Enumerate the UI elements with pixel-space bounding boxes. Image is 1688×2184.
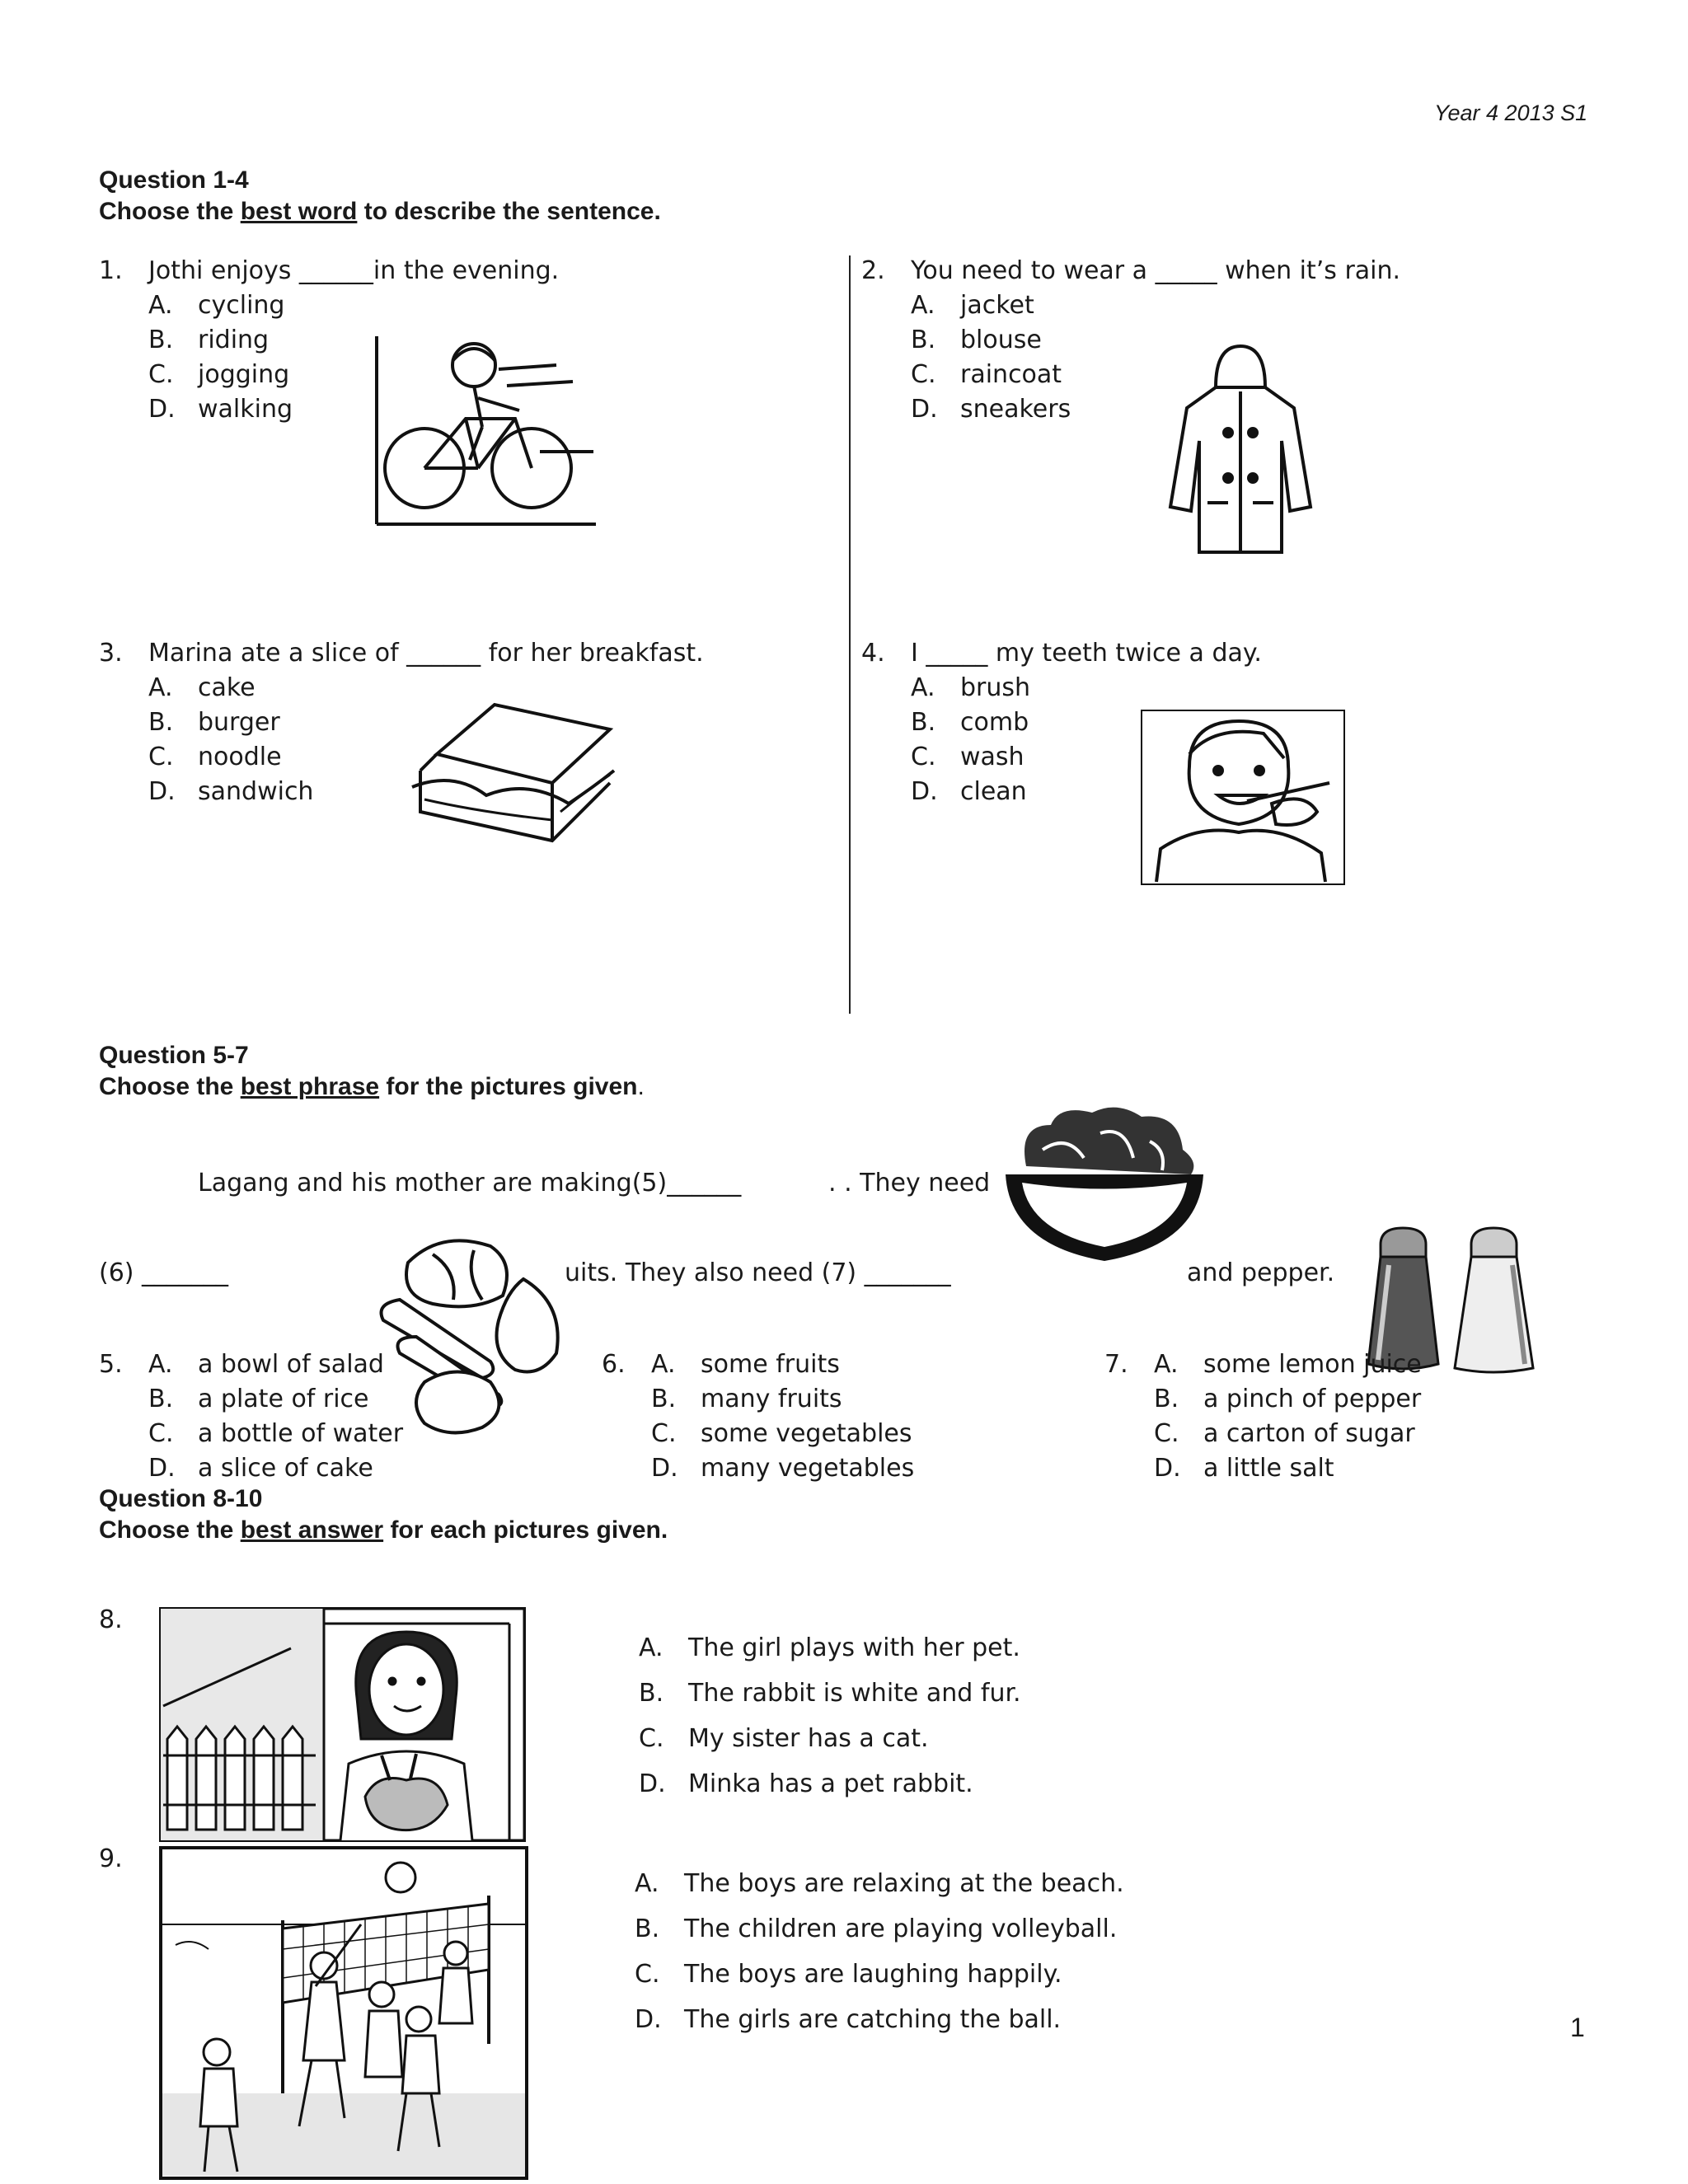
option-text: walking — [198, 395, 293, 424]
option-letter: C. — [651, 1419, 677, 1448]
option-text: some vegetables — [701, 1419, 912, 1448]
page-number: 1 — [1570, 2013, 1585, 2042]
option-letter: B. — [1154, 1385, 1179, 1413]
question-6 — [602, 1347, 915, 1486]
section-3-heading — [99, 1483, 668, 1546]
option-text: wash — [960, 743, 1025, 771]
instruction-text: Choose the — [99, 1073, 241, 1100]
raincoat-illustration — [1166, 342, 1315, 560]
option-text: cycling — [198, 291, 285, 320]
option-text: a slice of cake — [198, 1454, 373, 1483]
instruction-text: Choose the — [99, 1516, 241, 1544]
question-number: 6. — [602, 1350, 626, 1379]
option-text: some lemon juice — [1203, 1350, 1422, 1379]
option-letter: D. — [911, 395, 938, 424]
option-letter: B. — [639, 1679, 664, 1708]
option-letter: C. — [635, 1960, 660, 1989]
option-text: many fruits — [701, 1385, 842, 1413]
option-letter: C. — [148, 743, 174, 771]
option-letter: A. — [148, 1350, 173, 1379]
option-text: jacket — [960, 291, 1034, 320]
instruction-emphasis: best answer — [240, 1516, 384, 1544]
question-text: Jothi enjoys ______in the evening. — [148, 256, 560, 285]
option-letter: B. — [148, 1385, 174, 1413]
option-a[interactable] — [148, 288, 824, 323]
question-7 — [1104, 1347, 1422, 1486]
instruction-text: for each pictures given. — [383, 1516, 668, 1544]
option-text: The rabbit is white and fur. — [688, 1679, 1021, 1708]
option-text: riding — [198, 326, 270, 354]
page-header-label: Year 4 2013 S1 — [1434, 101, 1588, 125]
option-letter: B. — [911, 708, 936, 737]
section-2-instruction — [99, 1071, 645, 1103]
option-text: a bottle of water — [198, 1419, 404, 1448]
option-letter: D. — [911, 777, 938, 806]
vegetables-illustration — [375, 1230, 573, 1436]
girl-with-rabbit-illustration — [159, 1607, 526, 1842]
option-text: a pinch of pepper — [1203, 1385, 1422, 1413]
option-text: The children are playing volleyball. — [684, 1915, 1118, 1943]
instruction-emphasis: best word — [240, 198, 358, 225]
section-2-title: Question 5-7 — [99, 1042, 249, 1069]
option-letter: A. — [1154, 1350, 1179, 1379]
option-letter: A. — [148, 291, 173, 320]
option-letter: C. — [639, 1724, 664, 1753]
passage-line-2-end: and pepper. — [1187, 1258, 1335, 1287]
question-number: 5. — [99, 1350, 123, 1379]
option-text: cake — [198, 673, 256, 702]
question-text: I _____ my teeth twice a day. — [911, 639, 1262, 668]
option-text: sneakers — [960, 395, 1071, 424]
option-a[interactable] — [911, 288, 1603, 323]
option-text: The boys are laughing happily. — [684, 1960, 1062, 1989]
passage-line-2-middle: uits. They also need (7) _______ — [565, 1258, 951, 1287]
option-text: many vegetables — [701, 1454, 915, 1483]
question-number: 1. — [99, 256, 123, 285]
option-text: a bowl of salad — [198, 1350, 384, 1379]
instruction-text: . — [637, 1073, 645, 1100]
passage-line-1-start: Lagang and his mother are making(5)______ — [198, 1169, 742, 1197]
option-text: jogging — [198, 360, 290, 389]
section-1-instruction — [99, 196, 661, 227]
option-letter: C. — [911, 360, 936, 389]
option-letter: D. — [148, 1454, 176, 1483]
option-text: sandwich — [198, 777, 314, 806]
option-text: noodle — [198, 743, 282, 771]
question-text: Marina ate a slice of ______ for her breakfast. — [148, 639, 704, 668]
option-text: some fruits — [701, 1350, 840, 1379]
question-text: You need to wear a _____ when it’s rain. — [911, 256, 1401, 285]
option-letter: A. — [148, 673, 173, 702]
section-1-heading — [99, 165, 661, 227]
option-letter: C. — [911, 743, 936, 771]
option-letter: A. — [651, 1350, 676, 1379]
option-letter: B. — [651, 1385, 677, 1413]
question-number: 7. — [1104, 1350, 1128, 1379]
option-letter: D. — [1154, 1454, 1181, 1483]
option-text: comb — [960, 708, 1029, 737]
option-text: blouse — [960, 326, 1042, 354]
section-2-heading — [99, 1040, 645, 1103]
option-letter: D. — [651, 1454, 678, 1483]
option-text: The girls are catching the ball. — [684, 2005, 1062, 2034]
section-3-instruction — [99, 1515, 668, 1546]
option-text: a little salt — [1203, 1454, 1334, 1483]
option-letter: B. — [911, 326, 936, 354]
option-letter: A. — [911, 291, 935, 320]
salad-bowl-illustration — [1001, 1100, 1207, 1265]
passage-line-1-end: . . They need — [828, 1169, 991, 1197]
option-text: My sister has a cat. — [688, 1724, 929, 1753]
boy-brushing-teeth-illustration — [1140, 709, 1346, 886]
option-letter: A. — [911, 673, 935, 702]
question-number: 3. — [99, 639, 123, 668]
instruction-text: Choose the — [99, 198, 241, 225]
option-letter: A. — [639, 1633, 663, 1662]
option-letter: D. — [148, 395, 176, 424]
option-text: a carton of sugar — [1203, 1419, 1415, 1448]
option-letter: C. — [1154, 1419, 1179, 1448]
option-letter: B. — [635, 1915, 660, 1943]
option-text: a plate of rice — [198, 1385, 369, 1413]
option-a[interactable] — [911, 671, 1603, 705]
option-text: Minka has a pet rabbit. — [688, 1769, 973, 1798]
question-5 — [99, 1347, 404, 1486]
section-3-title: Question 8-10 — [99, 1485, 263, 1512]
option-letter: B. — [148, 326, 174, 354]
option-letter: D. — [635, 2005, 662, 2034]
question-number: 4. — [861, 639, 885, 668]
bicycle-illustration — [375, 336, 598, 526]
option-text: The boys are relaxing at the beach. — [684, 1869, 1124, 1898]
option-text: clean — [960, 777, 1027, 806]
question-8-number: 8. — [99, 1605, 123, 1634]
option-text: The girl plays with her pet. — [688, 1633, 1020, 1662]
option-letter: C. — [148, 1419, 174, 1448]
question-number: 2. — [861, 256, 885, 285]
instruction-emphasis: best phrase — [240, 1073, 380, 1100]
section-1-title: Question 1-4 — [99, 166, 249, 194]
option-letter: C. — [148, 360, 174, 389]
option-letter: B. — [148, 708, 174, 737]
instruction-text: to describe the sentence. — [357, 198, 661, 225]
children-playing-volleyball-illustration — [159, 1846, 528, 2180]
option-text: burger — [198, 708, 280, 737]
passage-line-2-start: (6) _______ — [99, 1258, 229, 1287]
sandwich-illustration — [404, 696, 622, 845]
option-text: brush — [960, 673, 1031, 702]
instruction-text: for the pictures given — [379, 1073, 638, 1100]
option-text: raincoat — [960, 360, 1062, 389]
option-letter: A. — [635, 1869, 659, 1898]
option-letter: D. — [148, 777, 176, 806]
column-divider — [849, 255, 851, 1014]
question-9-number: 9. — [99, 1844, 123, 1873]
option-letter: D. — [639, 1769, 666, 1798]
